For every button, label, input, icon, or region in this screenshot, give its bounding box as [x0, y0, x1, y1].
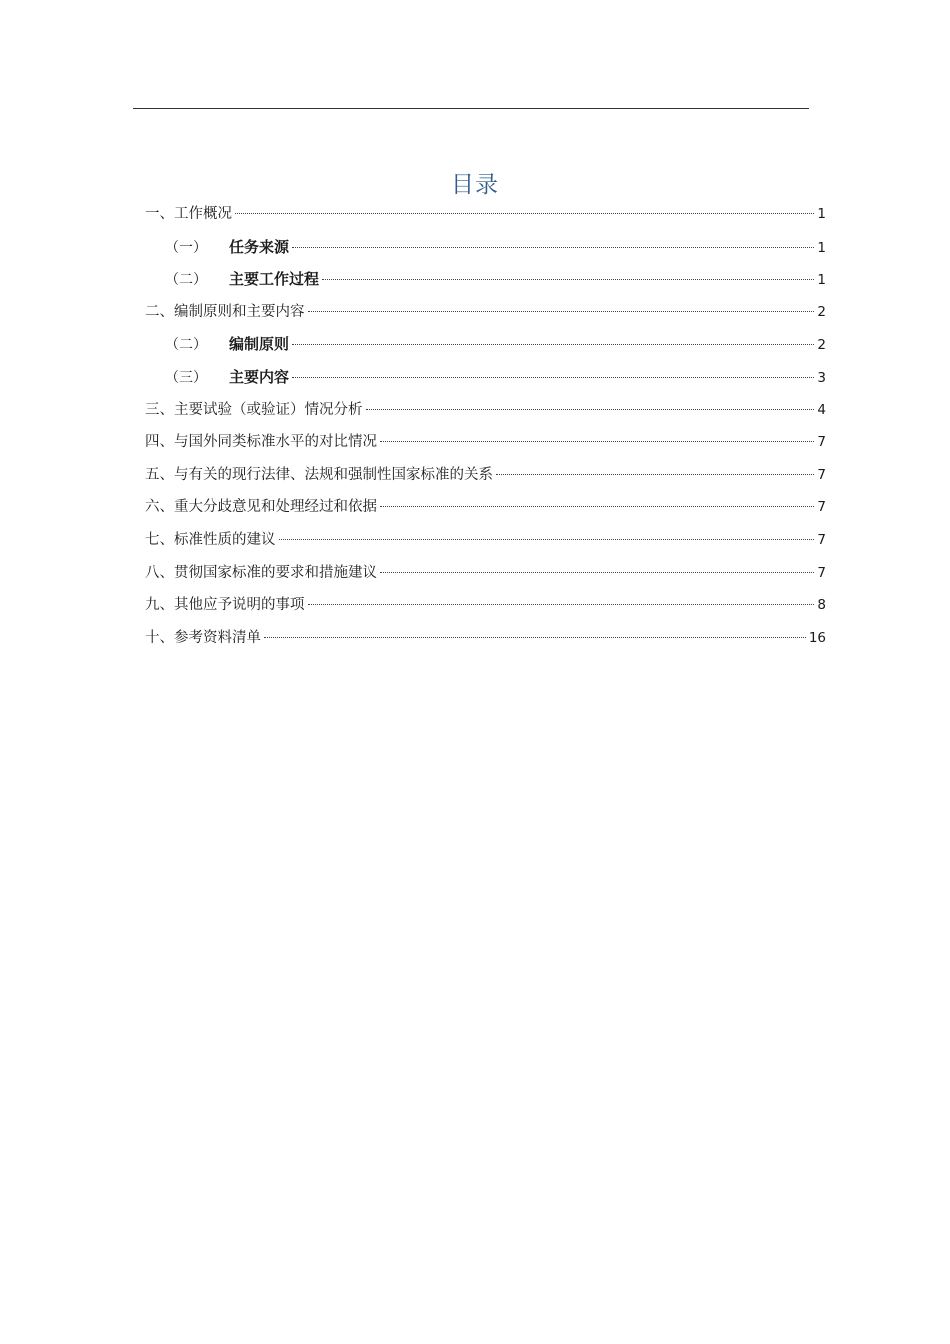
toc-entry-page: 4: [817, 401, 826, 418]
toc-entry-page: 1: [817, 239, 826, 256]
toc-entry-label: 编制原则: [229, 335, 290, 354]
toc-entry[interactable]: [145, 198, 826, 231]
toc-entry[interactable]: [145, 491, 826, 524]
toc-entry-page: 2: [817, 337, 826, 354]
toc-entry-number: 七、: [145, 531, 174, 548]
toc-entry-page: 3: [817, 369, 826, 386]
toc-entry-number: 五、: [145, 466, 174, 483]
toc-entry-label: 主要试验（或验证）情况分析: [174, 401, 363, 418]
toc-entry[interactable]: [145, 361, 826, 394]
dot-leader: [308, 604, 815, 605]
dot-leader: [279, 539, 815, 540]
toc-entry-label: 编制原则和主要内容: [174, 303, 305, 320]
toc-entry-number: 十、: [145, 629, 174, 646]
toc-entry-number: 二、: [145, 303, 174, 320]
dot-leader: [235, 213, 814, 214]
dot-leader: [380, 441, 814, 442]
toc-entry-label: 与有关的现行法律、法规和强制性国家标准的关系: [174, 466, 493, 483]
toc-entry-number: 九、: [145, 597, 174, 614]
toc-entry-number: 四、: [145, 434, 174, 451]
dot-leader: [264, 637, 806, 638]
dot-leader: [322, 279, 814, 280]
toc-entry-page: 2: [817, 303, 826, 320]
toc-entry-page: 7: [817, 564, 826, 581]
dot-leader: [292, 344, 814, 345]
toc-entry-page: 16: [808, 629, 826, 646]
toc-entry-label: 标准性质的建议: [174, 531, 276, 548]
toc-entry[interactable]: [145, 524, 826, 557]
header-rule: [133, 108, 809, 109]
toc-title: 目录: [451, 172, 499, 198]
toc-entry-number: （一）: [165, 239, 207, 256]
toc-entry-label: 主要内容: [229, 367, 290, 386]
toc-entry-label: 参考资料清单: [174, 629, 261, 646]
toc-entry[interactable]: [145, 296, 826, 329]
toc-entry-page: 7: [817, 531, 826, 548]
toc-entry[interactable]: [145, 231, 826, 264]
toc-entry-page: 1: [817, 272, 826, 289]
toc-entry[interactable]: [145, 394, 826, 427]
toc-entry-page: 7: [817, 466, 826, 483]
toc-entry-number: 六、: [145, 499, 174, 516]
toc-entry[interactable]: [145, 426, 826, 459]
toc-entry[interactable]: [145, 263, 826, 296]
toc-entry-label: 主要工作过程: [229, 270, 320, 289]
toc-entry-number: 八、: [145, 564, 174, 581]
toc-entry-number: （二）: [165, 337, 207, 354]
dot-leader: [496, 474, 814, 475]
toc-entry-label: 工作概况: [174, 206, 232, 222]
dot-leader: [308, 311, 815, 312]
toc-entry-number: 三、: [145, 401, 174, 418]
dot-leader: [366, 409, 815, 410]
dot-leader: [292, 247, 814, 248]
toc-entry[interactable]: [145, 622, 826, 655]
toc-entry[interactable]: [145, 459, 826, 492]
toc-entry-label: 其他应予说明的事项: [174, 597, 305, 614]
toc-entry-label: 与国外同类标准水平的对比情况: [174, 434, 377, 451]
toc-entry[interactable]: [145, 557, 826, 590]
toc-entry[interactable]: [145, 589, 826, 622]
dot-leader: [380, 572, 814, 573]
toc-entry-number: （三）: [165, 369, 207, 386]
toc-entry-page: 8: [817, 597, 826, 614]
toc-entry-page: 7: [817, 434, 826, 451]
table-of-contents: [145, 198, 826, 654]
toc-entry-page: 1: [817, 206, 826, 222]
toc-entry-number: 一、: [145, 206, 174, 222]
toc-entry-number: （二）: [165, 272, 207, 289]
toc-entry-label: 重大分歧意见和处理经过和依据: [174, 499, 377, 516]
toc-entry-label: 贯彻国家标准的要求和措施建议: [174, 564, 377, 581]
dot-leader: [292, 377, 814, 378]
toc-entry[interactable]: [145, 328, 826, 361]
toc-entry-page: 7: [817, 499, 826, 516]
dot-leader: [380, 506, 814, 507]
toc-entry-label: 任务来源: [229, 237, 290, 256]
